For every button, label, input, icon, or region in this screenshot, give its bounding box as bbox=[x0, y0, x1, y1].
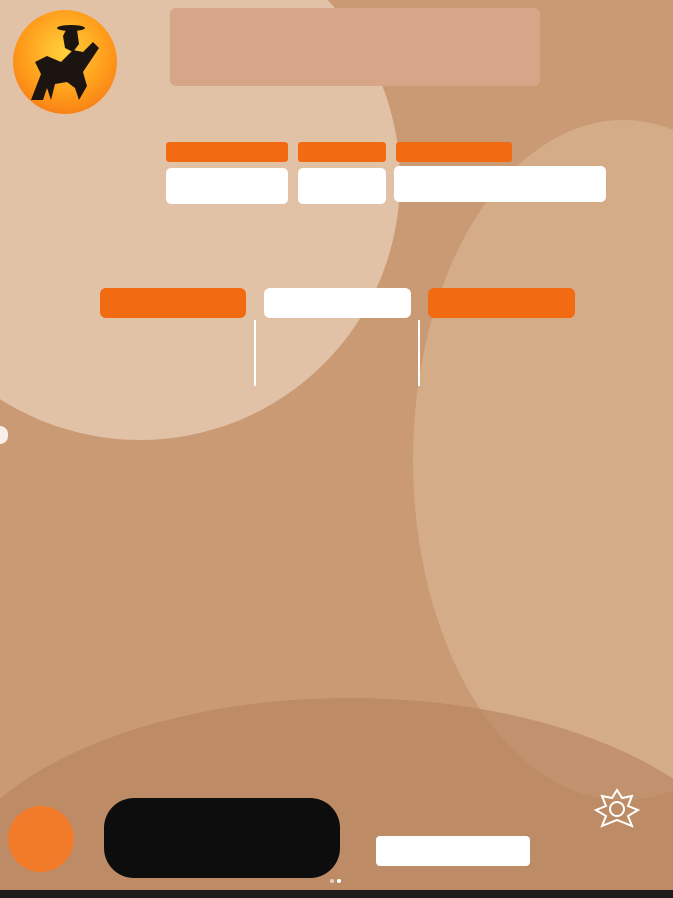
divider bbox=[254, 320, 256, 386]
winner-dispatched-label bbox=[396, 142, 512, 162]
juega-legal-badge bbox=[8, 806, 74, 872]
government-crest-icon bbox=[582, 786, 652, 836]
bottom-edge bbox=[0, 890, 673, 898]
title-banner bbox=[170, 8, 540, 86]
jackpot-banner bbox=[104, 798, 340, 878]
carousel-dots[interactable] bbox=[330, 868, 354, 876]
winner-number-label bbox=[166, 142, 288, 162]
brand-logo bbox=[6, 6, 124, 156]
seco-1-label bbox=[100, 288, 246, 318]
winner-series bbox=[298, 168, 386, 204]
horse-rider-icon bbox=[13, 10, 117, 114]
scroll-handle[interactable] bbox=[0, 426, 8, 444]
premios-box bbox=[376, 836, 530, 866]
winner-series-label bbox=[298, 142, 386, 162]
winner-number bbox=[166, 168, 288, 204]
divider bbox=[418, 320, 420, 386]
seco-3-label bbox=[428, 288, 575, 318]
seco-2-label bbox=[264, 288, 411, 318]
winner-dispatched bbox=[394, 166, 606, 202]
